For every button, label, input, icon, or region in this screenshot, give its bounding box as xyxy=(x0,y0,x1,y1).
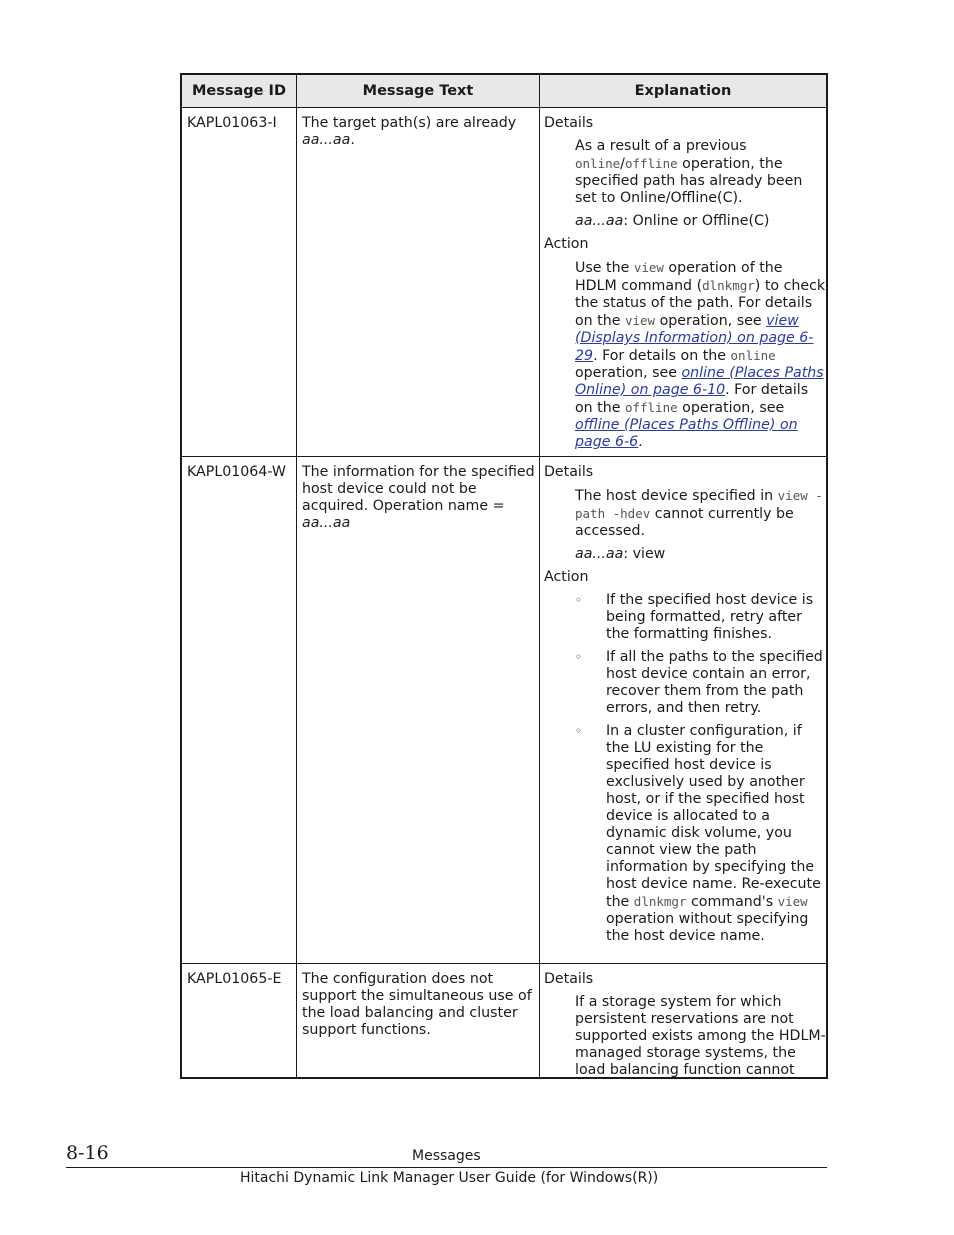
details-label: Details xyxy=(544,115,594,131)
messages-table xyxy=(180,73,828,1079)
row1-details-var: aa...aa: Online or Offline(C) xyxy=(575,213,770,229)
details-label: Details xyxy=(544,971,594,987)
footer-divider xyxy=(66,1167,827,1168)
row1-details-text: As a result of a previous online/offline operation, the specified path has already been set to Online/Offline(C). xyxy=(575,138,803,206)
header-message-text: Message Text xyxy=(362,83,474,99)
row-divider xyxy=(182,963,826,964)
table-header xyxy=(182,75,826,108)
guide-title: Hitachi Dynamic Link Manager User Guide (for Windows(R)) xyxy=(240,1170,659,1186)
details-label: Details xyxy=(544,464,594,480)
action-label: Action xyxy=(544,569,589,585)
action-label: Action xyxy=(544,236,589,252)
list-item: ◦ If all the paths to the specified host device contain an error, recover them from the path errors, and then retry. xyxy=(575,649,823,716)
bullet-icon: ◦ xyxy=(575,593,583,607)
section-title: Messages xyxy=(412,1148,481,1164)
row3-message-text: The configuration does not support the simultaneous use of the load balancing and cluster support functions. xyxy=(302,971,532,1038)
row1-text-var: aa...aa xyxy=(302,132,351,148)
row2-text: The information for the specified host device could not be acquired. Operation name = xyxy=(302,464,535,514)
list-item: ◦ In a cluster configuration, if the LU existing for the specified host device is exclusively used by another host, or if the specified host device is allocated to a dynamic disk volume, you cannot view the path information by specifying the host device name. Re-execute the dlnkmgr command's view operation without specifying the host device name. xyxy=(575,723,821,944)
row2-message-text xyxy=(302,464,536,532)
row2-details-var: aa...aa: view xyxy=(575,546,666,562)
bullet-icon: ◦ xyxy=(575,724,583,738)
row3-message-id: KAPL01065-E xyxy=(187,971,282,987)
row1-message-id: KAPL01063-I xyxy=(187,115,277,131)
row3-details-text: If a storage system for which persistent reservations are not supported exists among the HDLM-managed storage systems, the load balancing function cannot xyxy=(575,994,826,1078)
bullet-icon: ◦ xyxy=(575,650,583,664)
row-divider xyxy=(182,107,826,108)
link-online[interactable]: online (Places Paths Online) on page 6-10 xyxy=(575,365,824,398)
link-offline[interactable]: offline (Places Paths Offline) on page 6-6 xyxy=(575,417,798,450)
row1-text-end: . xyxy=(350,132,355,148)
row2-text-var: aa...aa xyxy=(302,515,351,531)
link-view[interactable]: view (Displays Information) on page 6-29 xyxy=(575,313,814,364)
row1-explanation xyxy=(544,115,826,451)
page-number: 8-16 xyxy=(66,1142,109,1164)
header-message-id: Message ID xyxy=(191,83,286,99)
row2-details-text: The host device specified in view -path -hdev cannot currently be accessed. xyxy=(575,488,823,539)
header-explanation: Explanation xyxy=(634,83,732,99)
row3-explanation xyxy=(544,971,826,1079)
row2-message-id: KAPL01064-W xyxy=(187,464,286,480)
column-divider xyxy=(539,75,540,1077)
row1-action-text: Use the view operation of the HDLM command (dlnkmgr) to check the status of the path. For details on the view operation, see view (Displays Information) on page 6-29. For details on the online operation, see online (Places Paths Online) on page 6-10. For details on the offline operation, see offline (Places Paths Offline) on page 6-6. xyxy=(575,260,826,450)
list-item: ◦ If the specified host device is being formatted, retry after the formatting finishes. xyxy=(575,592,814,642)
row1-text: The target path(s) are already xyxy=(302,115,517,131)
row1-message-text xyxy=(302,115,534,149)
row2-explanation xyxy=(544,464,826,945)
column-divider xyxy=(296,75,297,1077)
row-divider xyxy=(182,456,826,457)
